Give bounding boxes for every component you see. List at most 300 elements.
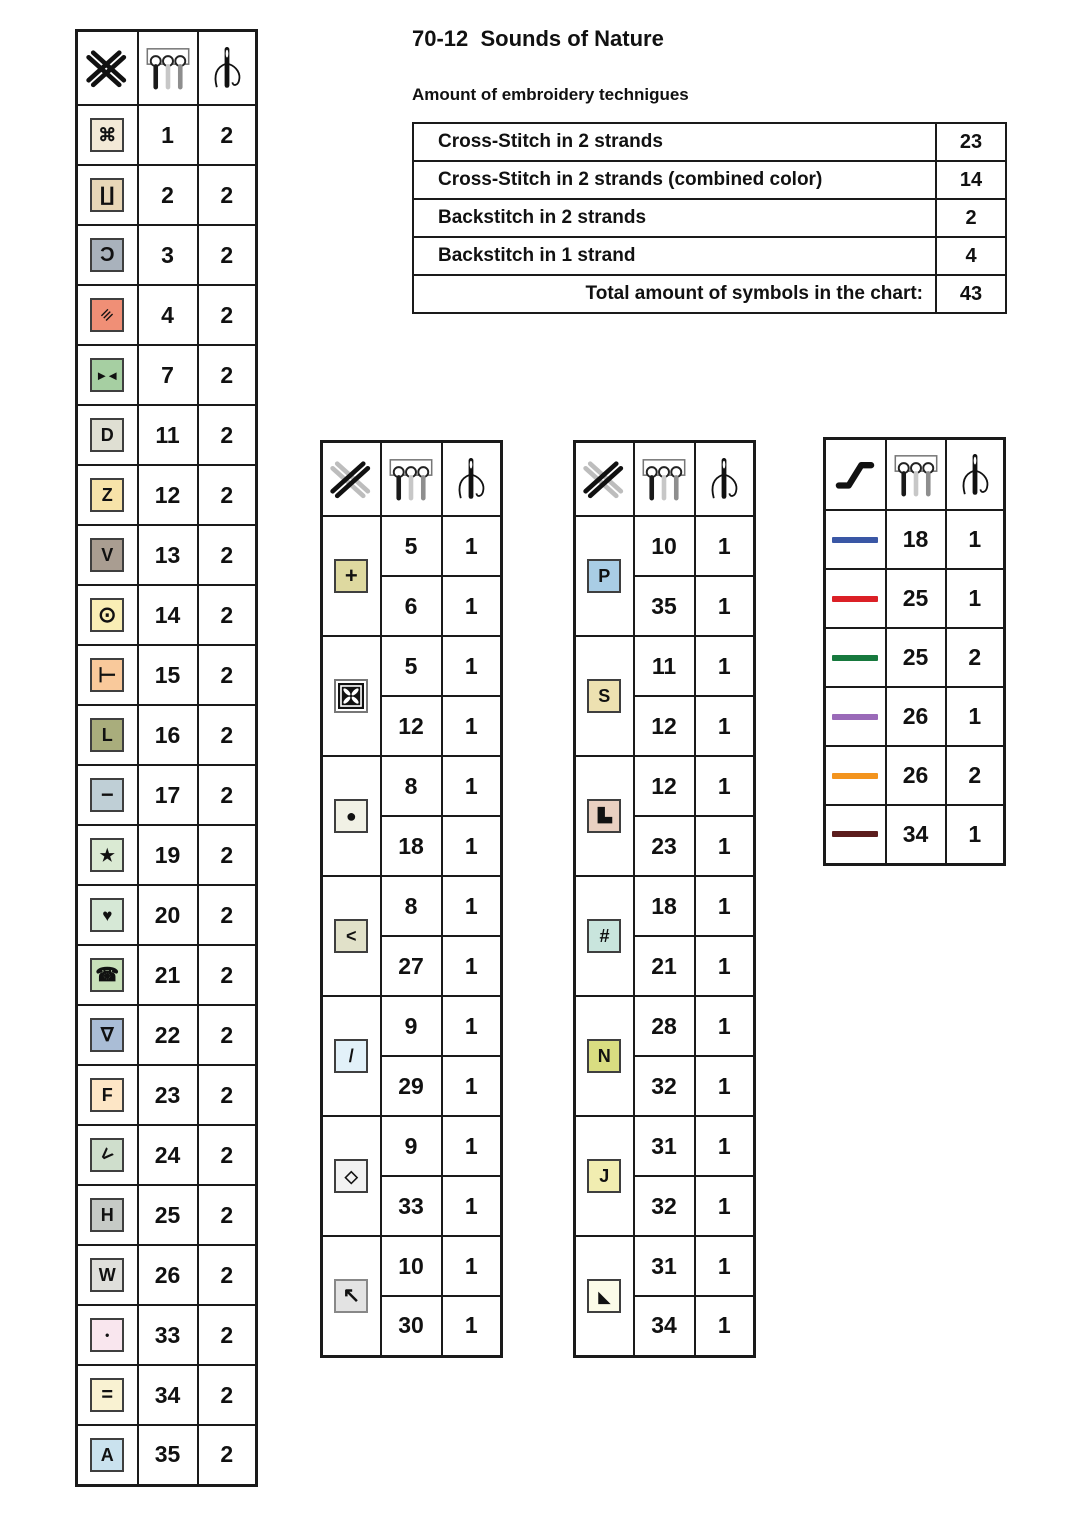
symbol-swatch [90, 778, 124, 812]
symbol-cell [322, 1236, 381, 1356]
strands-count: 2 [198, 345, 257, 405]
floss-color-number: 21 [138, 945, 198, 1005]
strands-count: 1 [442, 816, 502, 876]
technique-label: Cross-Stitch in 2 strands [413, 123, 936, 161]
floss-color-number: 27 [381, 936, 442, 996]
symbol-glyph: A [100, 1444, 114, 1465]
symbol-swatch [587, 1279, 621, 1313]
symbol-glyph: P [598, 566, 611, 586]
symbol-cell [77, 1185, 138, 1245]
strands-count: 1 [695, 996, 755, 1056]
symbol-cell [77, 705, 138, 765]
floss-color-number: 17 [138, 765, 198, 825]
strands-header-cell [442, 442, 502, 517]
strands-header-cell [695, 442, 755, 517]
line-swatch-cell [825, 805, 886, 864]
key-row [77, 1365, 257, 1425]
strands-count: 2 [198, 945, 257, 1005]
strands-count: 2 [198, 1305, 257, 1365]
symbol-swatch [587, 919, 621, 953]
strands-count: 1 [695, 756, 755, 816]
symbol-swatch [90, 418, 124, 452]
floss-color-number: 9 [381, 1116, 442, 1176]
floss-color-number: 33 [138, 1305, 198, 1365]
strands-count: 1 [442, 516, 502, 576]
backstitch-line-swatch [832, 537, 878, 543]
page-title: 70-12 Sounds of Nature [412, 26, 664, 51]
symbol-glyph: − [100, 782, 114, 807]
symbol-cell [575, 636, 634, 756]
backstitch-row [825, 805, 1005, 864]
symbol-swatch [90, 178, 124, 212]
symbol-glyph: J [599, 1166, 610, 1186]
combined-cross-stitch-icon [328, 456, 374, 502]
floss-color-number: 13 [138, 525, 198, 585]
key-row [322, 516, 502, 576]
symbol-swatch [334, 1279, 368, 1313]
key-row [77, 285, 257, 345]
key-row [77, 1125, 257, 1185]
technique-count: 4 [936, 237, 1006, 275]
symbol-cell [77, 585, 138, 645]
symbol-glyph: C [100, 244, 115, 266]
symbol-glyph: L [101, 725, 113, 745]
symbol-glyph: ● [345, 806, 357, 826]
key-row [77, 105, 257, 165]
symbol-glyph: ♥ [102, 905, 113, 925]
strands-count: 2 [198, 1365, 257, 1425]
symbol-glyph: # [599, 926, 610, 946]
floss-color-icon [145, 45, 191, 91]
strands-count: 1 [442, 696, 502, 756]
floss-color-number: 22 [138, 1005, 198, 1065]
strands-count: 2 [198, 165, 257, 225]
strands-count: 1 [442, 756, 502, 816]
floss-color-number: 31 [634, 1236, 695, 1296]
symbol-swatch [587, 559, 621, 593]
symbol-cell [77, 225, 138, 285]
floss-color-number: 12 [634, 696, 695, 756]
symbol-swatch [334, 1039, 368, 1073]
symbol-cell [77, 885, 138, 945]
symbol-swatch [334, 919, 368, 953]
symbol-glyph: ►◄ [95, 367, 118, 383]
symbol-cell [322, 876, 381, 996]
floss-color-header-cell [634, 442, 695, 517]
key-row [322, 1236, 502, 1296]
main-symbol-key-table [75, 29, 258, 1487]
floss-color-number: 1 [138, 105, 198, 165]
floss-color-number: 8 [381, 756, 442, 816]
strands-count: 1 [695, 876, 755, 936]
floss-color-number: 19 [138, 825, 198, 885]
strands-count: 2 [198, 465, 257, 525]
technique-label: Backstitch in 2 strands [413, 199, 936, 237]
strands-count: 1 [695, 636, 755, 696]
strands-count: 1 [695, 1116, 755, 1176]
floss-color-icon [641, 456, 687, 502]
strands-count: 1 [946, 687, 1005, 746]
symbol-glyph: V [101, 545, 114, 565]
technique-total-count: 43 [936, 275, 1006, 313]
strands-count: 2 [198, 285, 257, 345]
symbol-glyph: ≡ [95, 303, 119, 327]
symbol-cell [77, 465, 138, 525]
technique-row [413, 199, 1006, 237]
strands-count: 1 [946, 805, 1005, 864]
floss-color-number: 8 [381, 876, 442, 936]
floss-color-number: 3 [138, 225, 198, 285]
floss-color-number: 9 [381, 996, 442, 1056]
strands-count: 1 [442, 1116, 502, 1176]
key-row [322, 636, 502, 696]
floss-color-number: 5 [381, 636, 442, 696]
symbol-cell [575, 1236, 634, 1356]
key-row [575, 996, 755, 1056]
symbol-glyph: F [101, 1085, 113, 1105]
symbol-swatch [90, 958, 124, 992]
symbol-cell [77, 525, 138, 585]
symbol-glyph: Z [101, 485, 113, 505]
floss-color-number: 33 [381, 1176, 442, 1236]
key-row [77, 825, 257, 885]
floss-color-number: 25 [886, 628, 946, 687]
strands-count: 2 [198, 705, 257, 765]
strands-count: 1 [946, 569, 1005, 628]
symbol-cell [322, 636, 381, 756]
symbol-glyph: ◇ [344, 1166, 358, 1186]
floss-color-number: 34 [634, 1296, 695, 1356]
symbol-swatch [90, 598, 124, 632]
strands-count: 1 [442, 636, 502, 696]
key-row [575, 636, 755, 696]
key-header-row [575, 442, 755, 517]
strands-header-cell [946, 439, 1005, 511]
symbol-cell [575, 996, 634, 1116]
symbol-cell [575, 516, 634, 636]
backstitch-line-swatch [832, 773, 878, 779]
symbol-swatch [90, 358, 124, 392]
symbol-cell [77, 1125, 138, 1185]
symbol-glyph: ⊙ [98, 602, 117, 627]
strands-count: 2 [946, 628, 1005, 687]
symbol-cell [77, 345, 138, 405]
symbol-swatch [587, 679, 621, 713]
symbol-swatch [334, 679, 368, 713]
floss-color-number: 16 [138, 705, 198, 765]
backstitch-line-swatch [832, 596, 878, 602]
symbol-swatch [90, 1318, 124, 1352]
key-row [77, 165, 257, 225]
floss-color-number: 10 [381, 1236, 442, 1296]
floss-color-number: 11 [138, 405, 198, 465]
floss-color-number: 23 [634, 816, 695, 876]
backstitch-line-swatch [832, 831, 878, 837]
symbol-cell [322, 996, 381, 1116]
floss-color-number: 12 [138, 465, 198, 525]
floss-color-header-cell [381, 442, 442, 517]
strands-count: 1 [695, 936, 755, 996]
strands-count: 2 [198, 1125, 257, 1185]
backstitch-line-swatch [832, 714, 878, 720]
floss-color-number: 34 [138, 1365, 198, 1425]
technique-total-row [413, 275, 1006, 313]
key-row [575, 1116, 755, 1176]
symbol-glyph: N [597, 1046, 611, 1066]
combined-cross-stitch-header-cell [322, 442, 381, 517]
floss-color-number: 35 [634, 576, 695, 636]
strands-header-cell [198, 31, 257, 106]
key-row [77, 1425, 257, 1485]
floss-color-number: 25 [886, 569, 946, 628]
line-swatch-cell [825, 569, 886, 628]
floss-color-number: 6 [381, 576, 442, 636]
symbol-glyph: ∐ [100, 184, 115, 206]
floss-color-number: 10 [634, 516, 695, 576]
key-row [77, 765, 257, 825]
symbol-glyph: D [100, 425, 114, 445]
technique-total-label: Total amount of symbols in the chart: [413, 275, 936, 313]
symbol-swatch [90, 538, 124, 572]
symbol-swatch [587, 1159, 621, 1193]
key-row [322, 1116, 502, 1176]
symbol-swatch [90, 718, 124, 752]
combined-color-key-table-2 [573, 440, 756, 1358]
symbol-swatch [587, 799, 621, 833]
backstitch-row [825, 746, 1005, 805]
floss-color-icon [893, 452, 939, 498]
floss-color-number: 18 [634, 876, 695, 936]
symbol-swatch [587, 1039, 621, 1073]
strands-count: 2 [198, 405, 257, 465]
technique-count: 14 [936, 161, 1006, 199]
key-row [77, 1245, 257, 1305]
key-row [575, 876, 755, 936]
symbol-cell [77, 645, 138, 705]
backstitch-header-cell [825, 439, 886, 511]
symbol-glyph: H [100, 1205, 114, 1225]
symbol-glyph: ↖ [342, 1284, 361, 1308]
strands-count: 2 [198, 885, 257, 945]
floss-color-number: 30 [381, 1296, 442, 1356]
line-swatch-cell [825, 687, 886, 746]
strands-count: 2 [198, 1425, 257, 1485]
floss-color-number: 2 [138, 165, 198, 225]
symbol-glyph: ⊢ [98, 663, 117, 687]
floss-color-number: 34 [886, 805, 946, 864]
key-row [77, 885, 257, 945]
technique-label: Backstitch in 1 strand [413, 237, 936, 275]
symbol-cell [77, 765, 138, 825]
symbol-glyph: / [348, 1046, 354, 1066]
strands-count: 2 [198, 1245, 257, 1305]
strands-count: 1 [442, 936, 502, 996]
symbol-cell [575, 876, 634, 996]
floss-color-number: 26 [886, 687, 946, 746]
key-row [77, 705, 257, 765]
strands-count: 1 [442, 576, 502, 636]
technique-count: 2 [936, 199, 1006, 237]
symbol-cell [77, 405, 138, 465]
floss-color-number: 18 [886, 510, 946, 569]
floss-color-number: 26 [138, 1245, 198, 1305]
floss-color-header-cell [886, 439, 946, 511]
key-row [77, 1305, 257, 1365]
floss-color-number: 32 [634, 1176, 695, 1236]
strands-count: 1 [442, 996, 502, 1056]
floss-color-number: 29 [381, 1056, 442, 1116]
quatrefoil-block-icon [338, 683, 364, 709]
floss-color-number: 32 [634, 1056, 695, 1116]
key-row [575, 516, 755, 576]
strands-count: 1 [442, 876, 502, 936]
symbol-swatch [90, 1018, 124, 1052]
needle-strands-icon [453, 453, 489, 505]
floss-color-number: 23 [138, 1065, 198, 1125]
strands-count: 2 [198, 645, 257, 705]
line-swatch-cell [825, 746, 886, 805]
symbol-swatch [90, 1438, 124, 1472]
symbol-glyph: ☎ [95, 964, 120, 986]
strands-count: 1 [695, 1176, 755, 1236]
needle-strands-icon [957, 449, 993, 501]
symbol-swatch [90, 1378, 124, 1412]
symbol-cell [77, 1305, 138, 1365]
symbol-swatch [90, 898, 124, 932]
symbol-cell [575, 756, 634, 876]
key-row [77, 1005, 257, 1065]
floss-color-number: 26 [886, 746, 946, 805]
floss-color-number: 21 [634, 936, 695, 996]
symbol-swatch [90, 238, 124, 272]
floss-color-number: 35 [138, 1425, 198, 1485]
floss-color-header-cell [138, 31, 198, 106]
technique-row [413, 161, 1006, 199]
key-header-row [77, 31, 257, 106]
symbol-swatch [90, 1138, 124, 1172]
symbol-swatch [90, 118, 124, 152]
strands-count: 1 [946, 510, 1005, 569]
strands-count: 1 [695, 1296, 755, 1356]
strands-count: 1 [695, 516, 755, 576]
floss-color-number: 24 [138, 1125, 198, 1185]
symbol-swatch [90, 478, 124, 512]
symbol-swatch [90, 298, 124, 332]
floss-color-number: 12 [381, 696, 442, 756]
strands-count: 1 [695, 696, 755, 756]
combined-cross-stitch-header-cell [575, 442, 634, 517]
symbol-glyph: ◣ [598, 1288, 611, 1306]
floss-color-number: 4 [138, 285, 198, 345]
symbol-swatch [90, 658, 124, 692]
strands-count: 1 [442, 1236, 502, 1296]
floss-color-number: 5 [381, 516, 442, 576]
strands-count: 2 [198, 525, 257, 585]
key-row [322, 876, 502, 936]
symbol-swatch [90, 1078, 124, 1112]
key-row [322, 756, 502, 816]
needle-strands-icon [209, 42, 245, 94]
strands-count: 1 [695, 1056, 755, 1116]
key-row [575, 756, 755, 816]
line-swatch-cell [825, 628, 886, 687]
techniques-subtitle: Amount of embroidery technigues [412, 85, 689, 104]
key-row [77, 345, 257, 405]
symbol-cell [77, 165, 138, 225]
symbol-glyph: ∇ [100, 1024, 114, 1046]
combined-color-key-table-1 [320, 440, 503, 1358]
symbol-cell [77, 1065, 138, 1125]
symbol-cell [77, 945, 138, 1005]
floss-color-number: 14 [138, 585, 198, 645]
key-row [322, 996, 502, 1056]
strands-count: 2 [198, 1185, 257, 1245]
symbol-swatch [334, 799, 368, 833]
line-swatch-cell [825, 510, 886, 569]
symbol-glyph: W [98, 1265, 116, 1285]
symbol-swatch [334, 1159, 368, 1193]
symbol-cell [77, 285, 138, 345]
strands-count: 2 [198, 585, 257, 645]
floss-color-number: 25 [138, 1185, 198, 1245]
symbol-swatch [334, 559, 368, 593]
block-l-icon [593, 805, 615, 827]
backstitch-icon [832, 454, 878, 496]
floss-color-number: 15 [138, 645, 198, 705]
strands-count: 1 [442, 1056, 502, 1116]
strands-count: 1 [695, 576, 755, 636]
strands-count: 2 [946, 746, 1005, 805]
symbol-cell [322, 1116, 381, 1236]
key-row [575, 1236, 755, 1296]
symbol-cell [575, 1116, 634, 1236]
symbol-cell [77, 1425, 138, 1485]
symbol-glyph: ⌘ [98, 125, 117, 145]
combined-cross-stitch-icon [581, 456, 627, 502]
key-row [77, 405, 257, 465]
key-row [77, 585, 257, 645]
technique-count: 23 [936, 123, 1006, 161]
technique-row [413, 237, 1006, 275]
floss-color-number: 18 [381, 816, 442, 876]
strands-count: 1 [695, 1236, 755, 1296]
symbol-glyph: • [105, 1328, 110, 1342]
floss-color-number: 7 [138, 345, 198, 405]
backstitch-row [825, 510, 1005, 569]
key-header-row [322, 442, 502, 517]
key-row [77, 1065, 257, 1125]
floss-color-number: 28 [634, 996, 695, 1056]
strands-count: 1 [442, 1296, 502, 1356]
key-row [77, 525, 257, 585]
symbol-cell [77, 1365, 138, 1425]
symbol-glyph: S [598, 686, 611, 706]
backstitch-row [825, 569, 1005, 628]
strands-count: 2 [198, 825, 257, 885]
cross-stitch-icon [84, 45, 130, 91]
symbol-cell [322, 756, 381, 876]
floss-color-number: 12 [634, 756, 695, 816]
key-row [77, 645, 257, 705]
strands-count: 1 [695, 816, 755, 876]
technique-summary-table [412, 122, 1007, 314]
floss-color-number: 31 [634, 1116, 695, 1176]
key-row [77, 465, 257, 525]
symbol-swatch [90, 838, 124, 872]
floss-color-number: 11 [634, 636, 695, 696]
strands-count: 2 [198, 765, 257, 825]
symbol-glyph: = [101, 1384, 114, 1406]
